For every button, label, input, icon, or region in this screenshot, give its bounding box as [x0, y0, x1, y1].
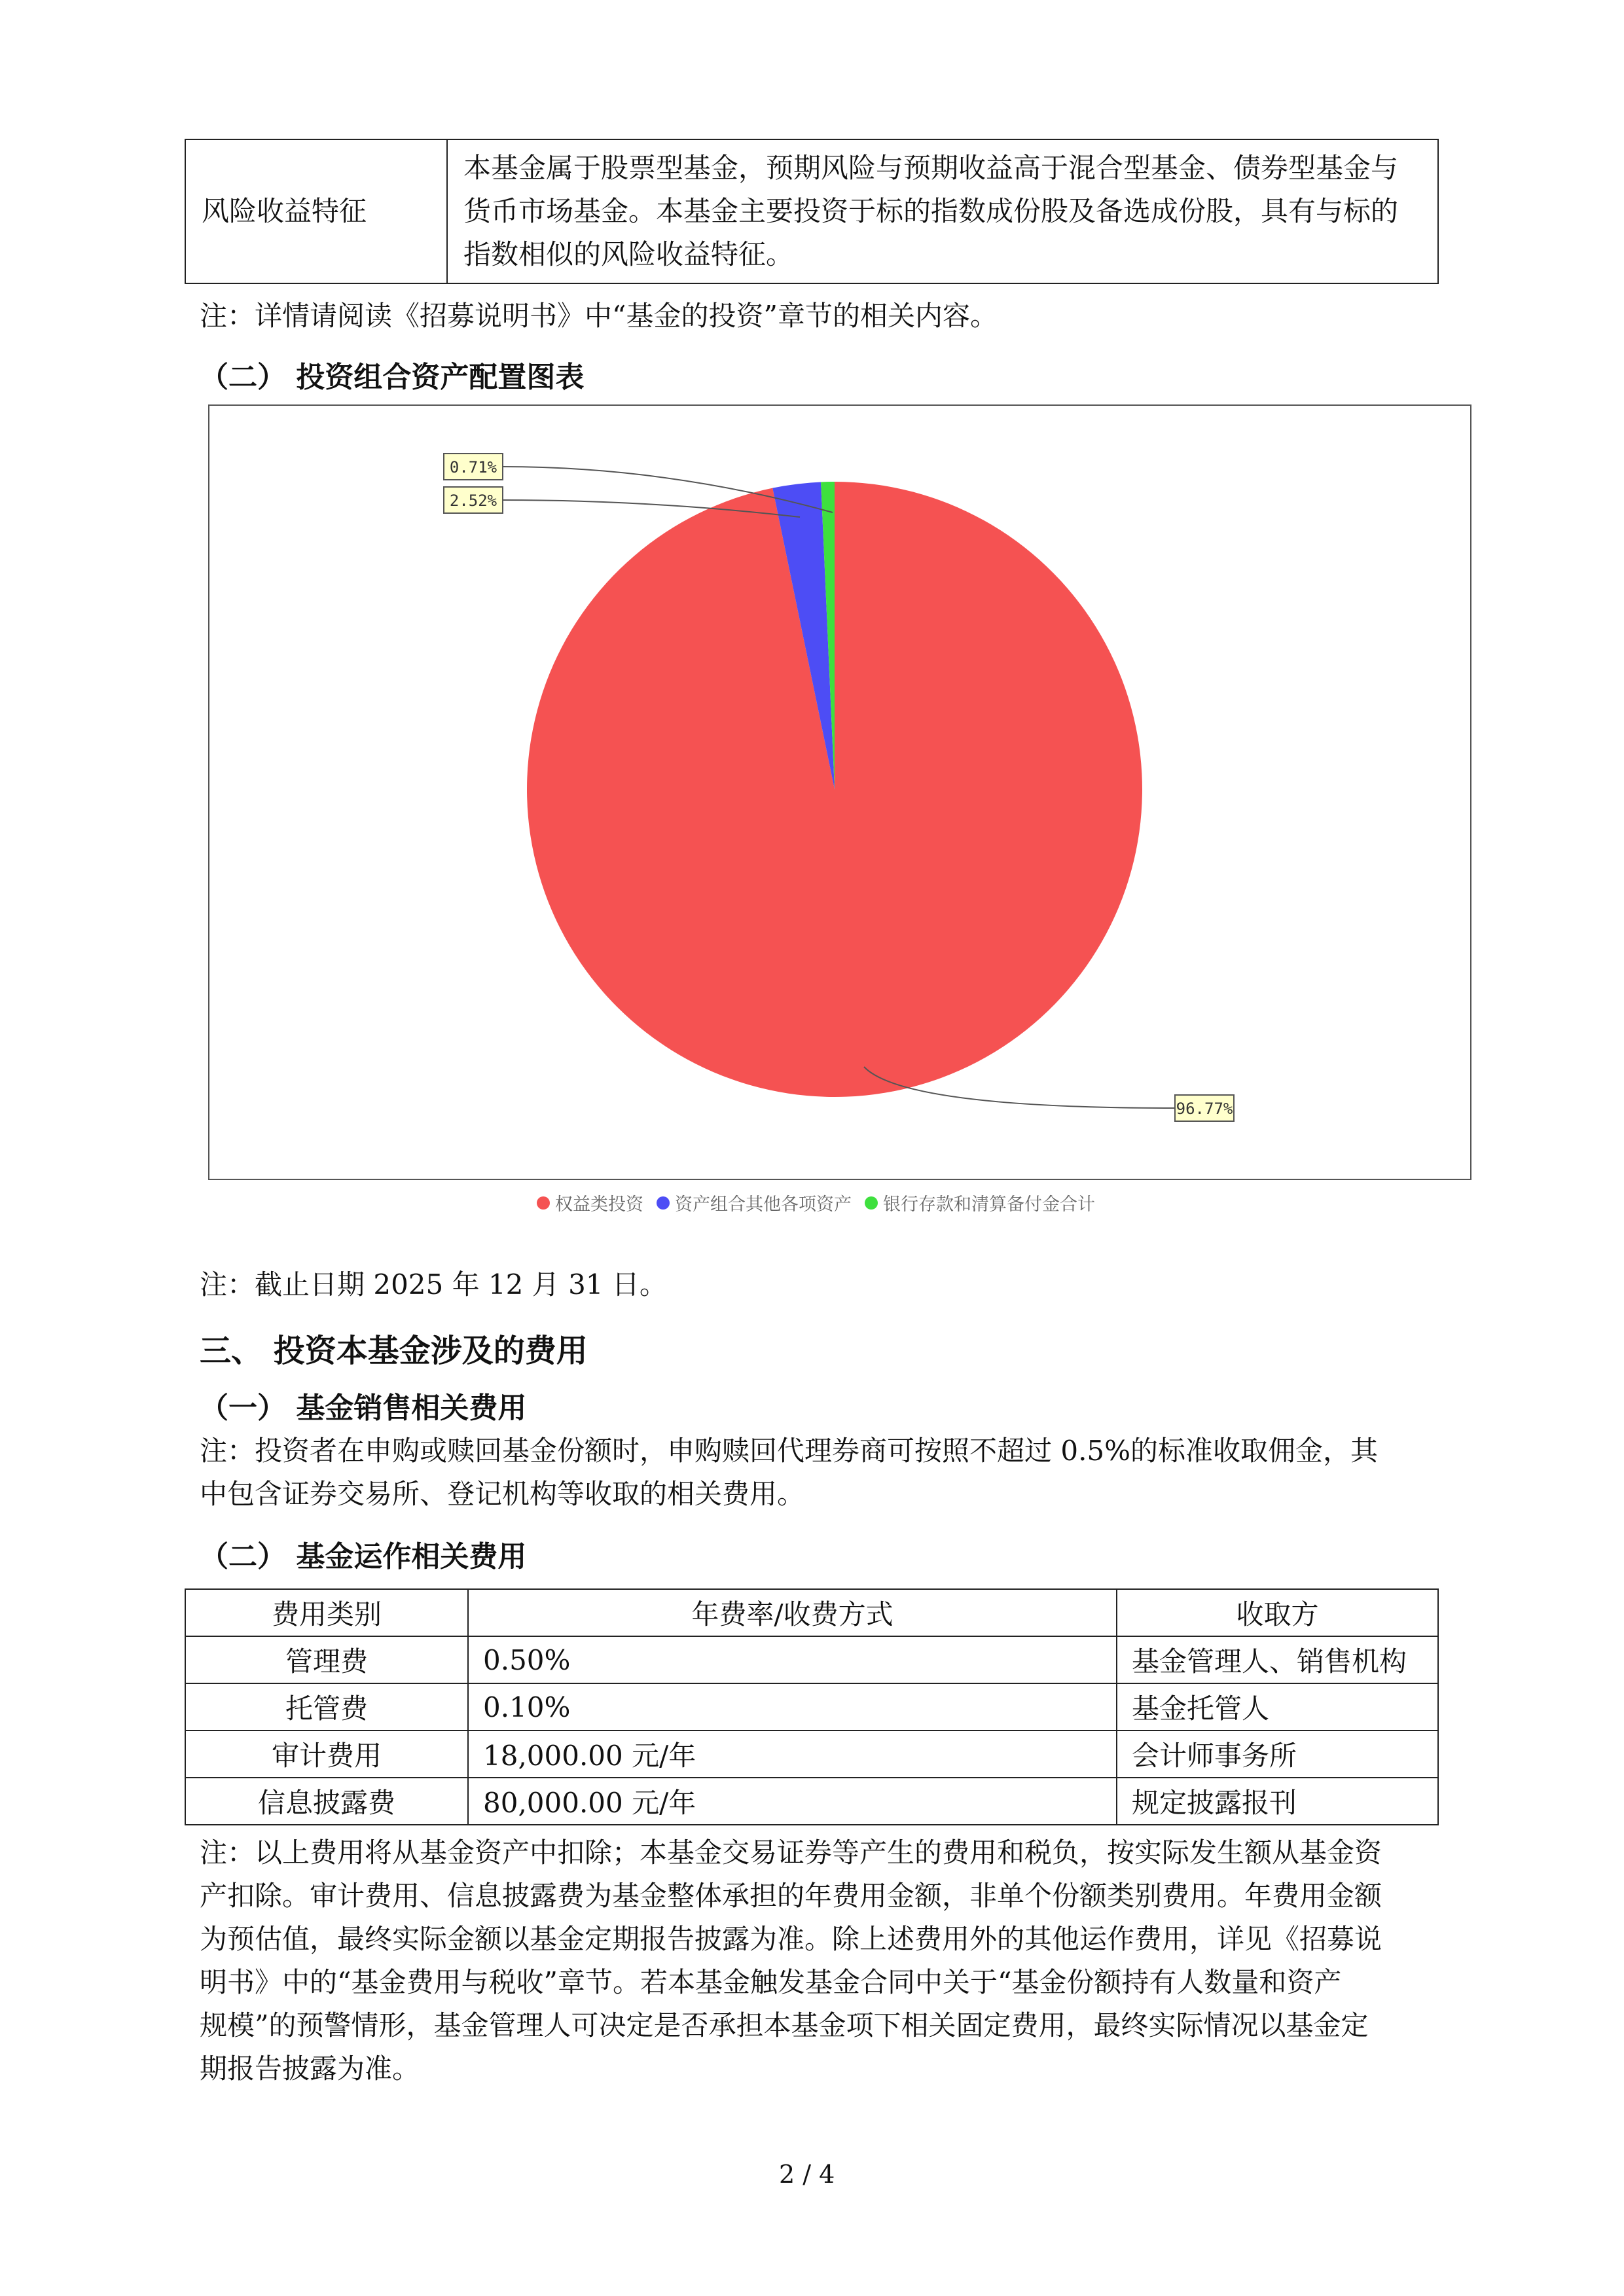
legend-label: 资产组合其他各项资产 — [675, 1194, 852, 1215]
table-header-row — [185, 1589, 1438, 1636]
table-row — [185, 1731, 1438, 1778]
note-date: 注：截止日期 2025 年 12 月 31 日。 — [200, 1268, 667, 1300]
note-fees — [200, 1831, 1437, 2090]
legend-dot-icon — [865, 1196, 878, 1210]
note-sales — [200, 1429, 1437, 1516]
column-header: 收取方 — [1117, 1589, 1438, 1636]
table-cell: 80,000.00 元/年 — [468, 1778, 1117, 1825]
table-cell: 0.50% — [468, 1636, 1117, 1683]
legend-dot-icon — [537, 1196, 550, 1210]
risk-desc-line: 指数相似的风险收益特征。 — [463, 238, 794, 270]
table-cell: 管理费 — [185, 1636, 468, 1683]
data-label: 0.71% — [449, 458, 497, 476]
note-fees-line: 产扣除。审计费用、信息披露费为基金整体承担的年费用金额，非单个份额类别费用。年费用金额 — [200, 1880, 1382, 1912]
legend-item — [865, 1190, 1095, 1215]
chart-legend — [537, 1190, 1102, 1215]
note-fees-line: 规模”的预警情形，基金管理人可决定是否承担本基金项下相关固定费用，最终实际情况以基金定 — [200, 2009, 1369, 2041]
data-label: 2.52% — [449, 492, 497, 510]
table-cell: 信息披露费 — [185, 1778, 468, 1825]
table-cell: 基金管理人、销售机构 — [1117, 1636, 1438, 1683]
fee-table — [185, 1588, 1439, 1825]
section-asset-heading: （二） 投资组合资产配置图表 — [200, 361, 585, 394]
data-label: 96.77% — [1176, 1100, 1233, 1118]
table-cell: 规定披露报刊 — [1117, 1778, 1438, 1825]
table-row — [185, 1778, 1438, 1825]
risk-desc-line: 货币市场基金。本基金主要投资于标的指数成份股及备选成份股，具有与标的 — [463, 195, 1399, 227]
note-sales-line: 中包含证券交易所、登记机构等收取的相关费用。 — [200, 1478, 805, 1510]
note-investment: 注：详情请阅读《招募说明书》中“基金的投资”章节的相关内容。 — [200, 300, 998, 332]
risk-label-cell: 风险收益特征 — [185, 139, 447, 283]
table-cell: 基金托管人 — [1117, 1683, 1438, 1731]
section-operation-heading: （二） 基金运作相关费用 — [200, 1540, 527, 1573]
note-fees-line: 为预估值，最终实际金额以基金定期报告披露为准。除上述费用外的其他运作费用，详见《招募说 — [200, 1923, 1382, 1955]
legend-label: 权益类投资 — [555, 1194, 643, 1215]
table-cell: 托管费 — [185, 1683, 468, 1731]
table-row — [185, 1636, 1438, 1683]
risk-desc-line: 本基金属于股票型基金，预期风险与预期收益高于混合型基金、债券型基金与 — [463, 152, 1399, 184]
column-header: 年费率/收费方式 — [468, 1589, 1117, 1636]
note-fees-line: 期报告披露为准。 — [200, 2053, 420, 2085]
section-fees-heading: 三、 投资本基金涉及的费用 — [200, 1333, 588, 1369]
table-cell: 会计师事务所 — [1117, 1731, 1438, 1778]
legend-label: 银行存款和清算备付金合计 — [883, 1194, 1095, 1215]
legend-dot-icon — [657, 1196, 670, 1210]
table-cell: 审计费用 — [185, 1731, 468, 1778]
table-cell: 0.10% — [468, 1683, 1117, 1731]
note-fees-line: 明书》中的“基金费用与税收”章节。若本基金触发基金合同中关于“基金份额持有人数量和资产 — [200, 1966, 1342, 1998]
legend-item — [537, 1190, 643, 1215]
table-cell: 18,000.00 元/年 — [468, 1731, 1117, 1778]
page-number: 2 / 4 — [779, 2160, 835, 2189]
table-row — [185, 1683, 1438, 1731]
note-sales-line: 注：投资者在申购或赎回基金份额时，申购赎回代理券商可按照不超过 0.5%的标准收取佣金，其 — [200, 1435, 1379, 1467]
column-header: 费用类别 — [185, 1589, 468, 1636]
note-fees-line: 注：以上费用将从基金资产中扣除；本基金交易证券等产生的费用和税负，按实际发生额从基金资 — [200, 1837, 1382, 1869]
section-sales-heading: （一） 基金销售相关费用 — [200, 1391, 527, 1425]
legend-item — [657, 1190, 852, 1215]
